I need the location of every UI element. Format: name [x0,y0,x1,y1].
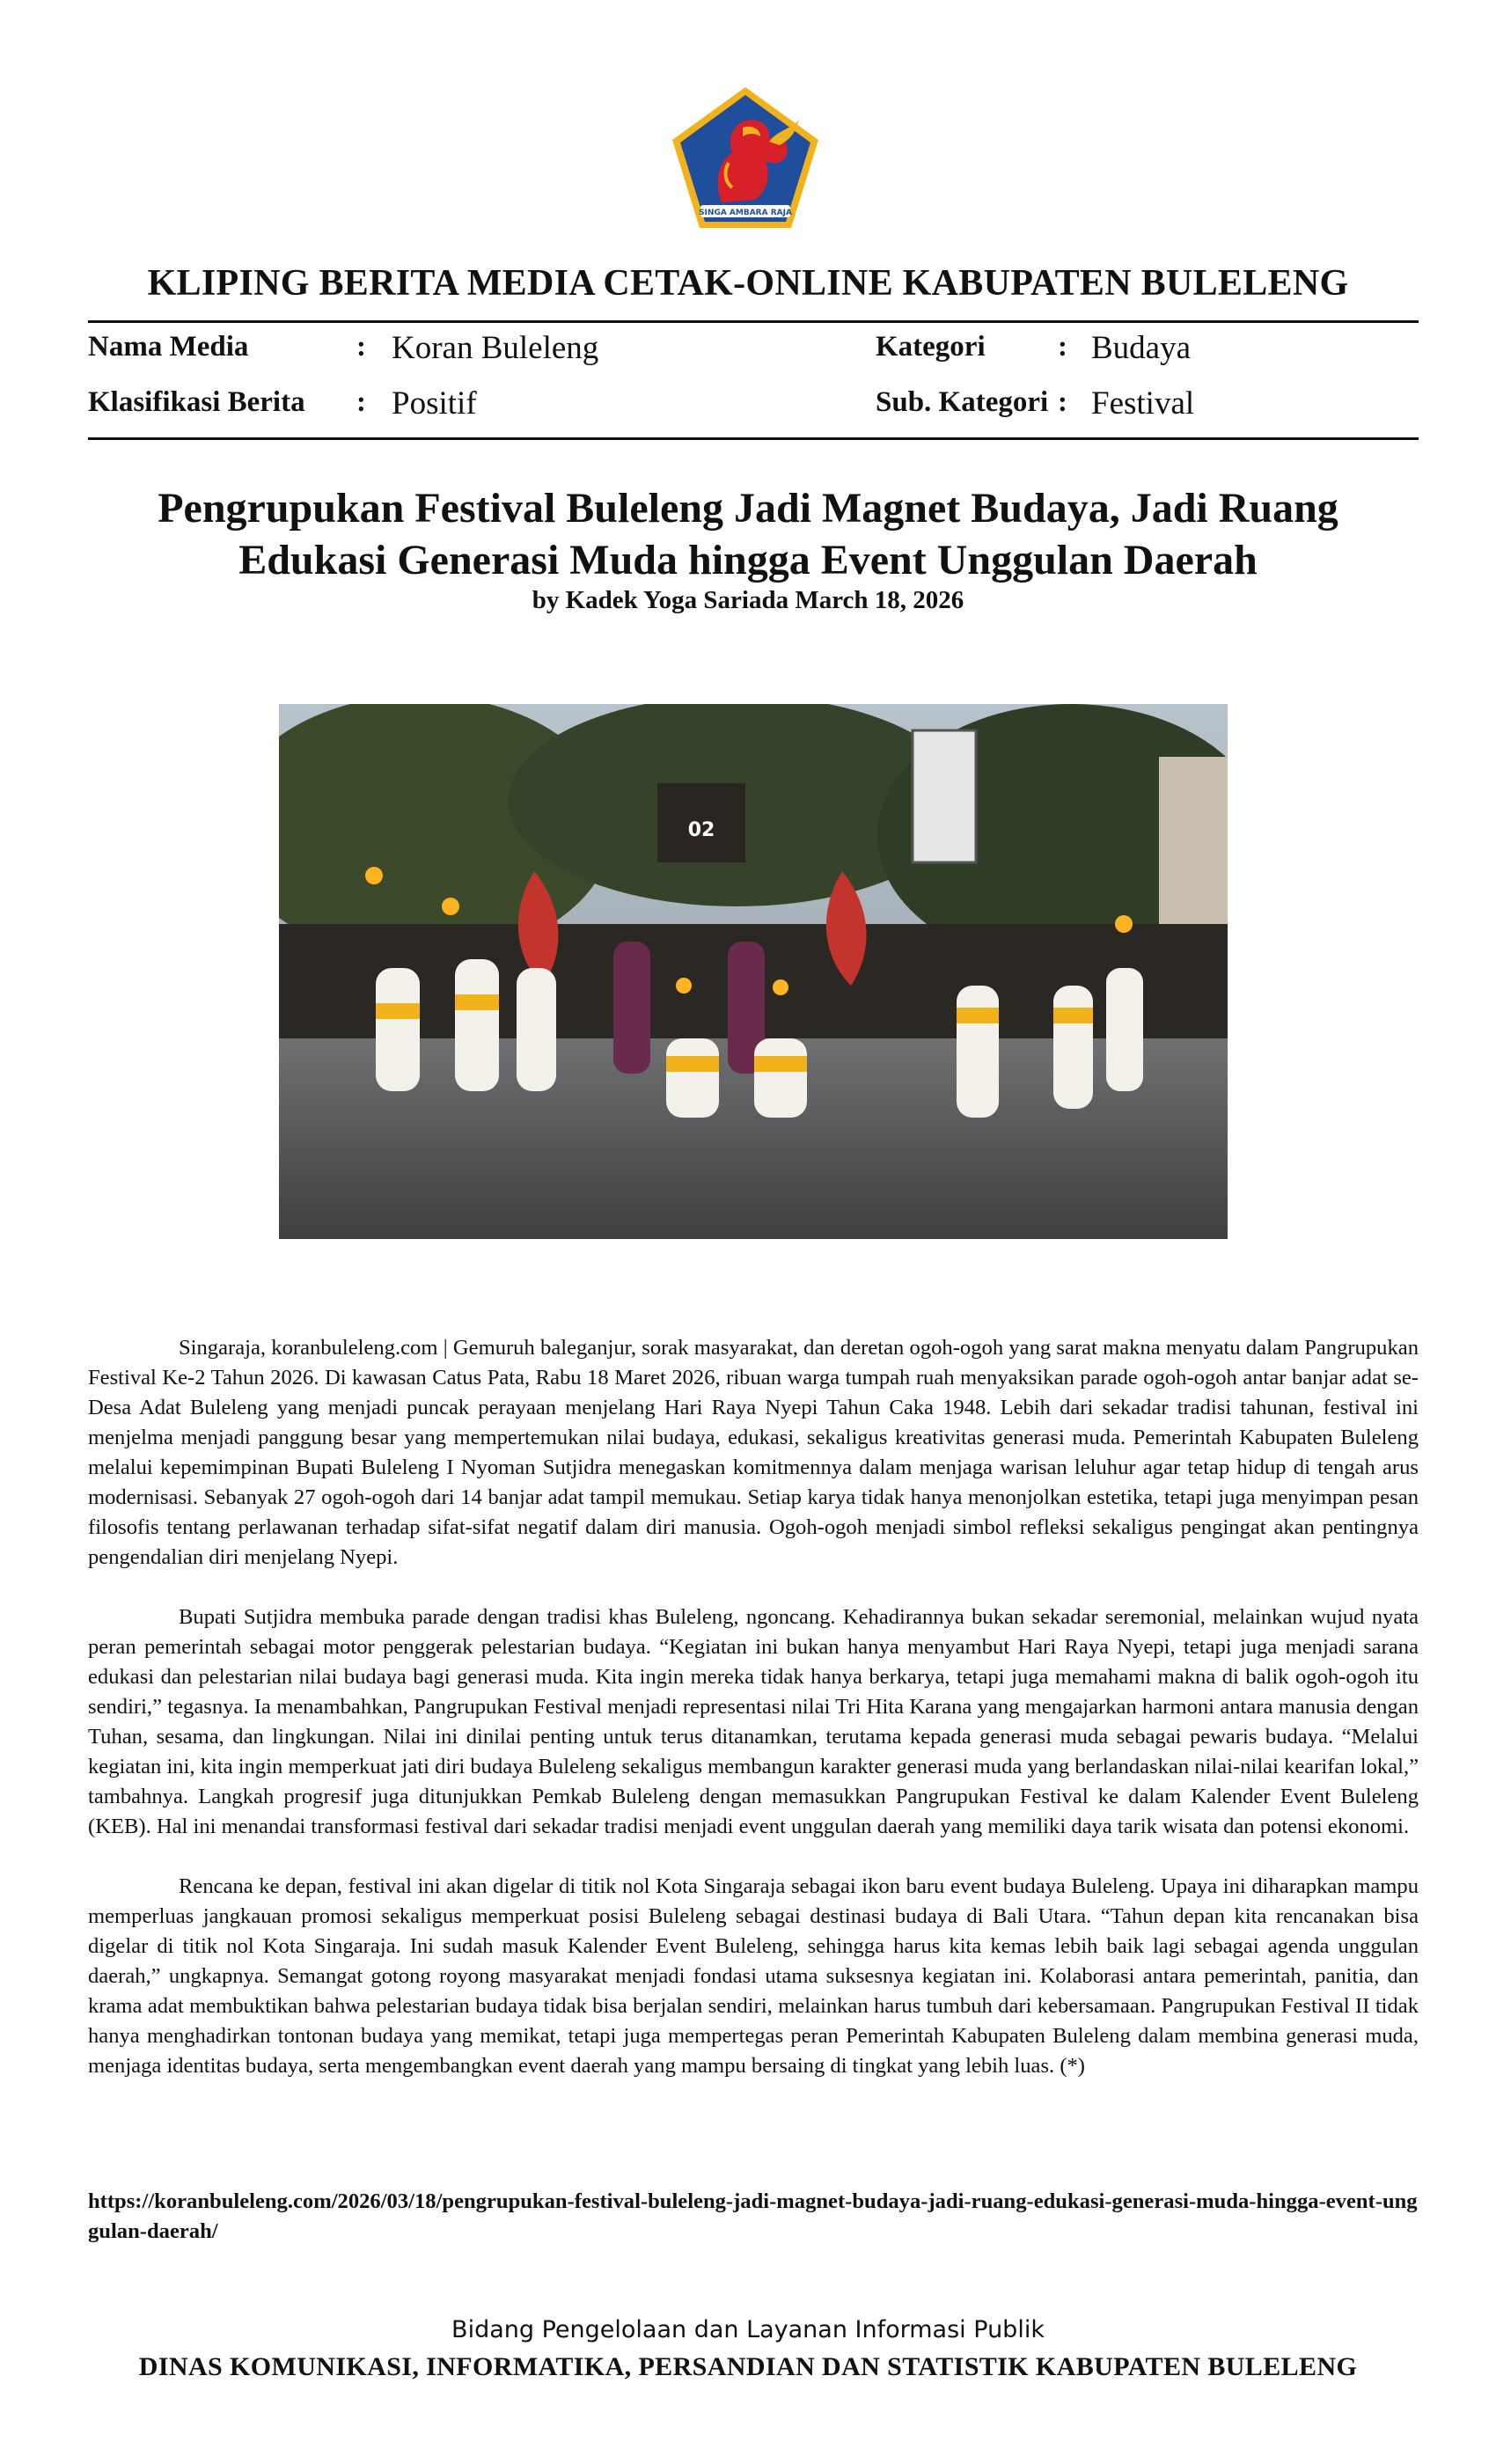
meta-sub-kategori-value: Festival [1091,385,1195,422]
festival-parade-photo [279,704,1228,1239]
footer-division: Bidang Pengelolaan dan Layanan Informasi Publik [451,2316,1045,2343]
article-body [88,1333,1419,2111]
meta-nama-media-value: Koran Buleleng [392,330,599,366]
article-title: Pengrupukan Festival Buleleng Jadi Magnet Budaya, Jadi Ruang Edukasi Generasi Muda hingga Event Unggulan Daerah [158,485,1338,583]
meta-nama-media-colon: : [356,331,366,363]
meta-klasifikasi-value: Positif [392,385,477,422]
article-paragraph-1: Singaraja, koranbuleleng.com | Gemuruh baleganjur, sorak masyarakat, dan deretan ogoh-ogoh yang sarat makna menyatu dalam Pangrupukan Festival Ke-2 Tahun 2026. Di kawasan Catus Pata, Rabu 18 Maret 2026, ribuan warga tumpah ruah menyaksikan parade ogoh-ogoh antar banjar adat se-Desa Adat Buleleng yang menjadi puncak perayaan menjelang Hari Raya Nyepi Tahun Caka 1948. Lebih dari sekadar tradisi tahunan, festival ini menjelma menjadi panggung besar yang mempertemukan nilai budaya, edukasi, sekaligus kreativitas generasi muda. Pemerintah Kabupaten Buleleng melalui kepemimpinan Bupati Buleleng I Nyoman Sutjidra menegaskan komitmennya dalam menjaga warisan leluhur agar tetap hidup di tengah arus modernisasi. Sebanyak 27 ogoh-ogoh dari 14 banjar adat tampil memukau. Setiap karya tidak hanya menonjolkan estetika, tetapi juga menyimpan pesan filosofis tentang perlawanan terhadap sifat-sifat negatif dalam diri manusia. Ogoh-ogoh menjadi simbol refleksi sekaligus pengingat akan pentingnya pengendalian diri menjelang Nyepi. [88,1336,1419,1569]
footer-agency: DINAS KOMUNIKASI, INFORMATIKA, PERSANDIAN DAN STATISTIK KABUPATEN BULELENG [138,2352,1358,2381]
article-byline: by Kadek Yoga Sariada March 18, 2026 [532,586,964,614]
meta-kategori-colon: : [1058,331,1067,363]
meta-klasifikasi-colon: : [356,386,366,418]
header-rule-top [88,320,1419,323]
page-title: KLIPING BERITA MEDIA CETAK-ONLINE KABUPATEN BULELENG [147,263,1349,304]
header-rule-bottom [88,437,1419,440]
meta-klasifikasi-label: Klasifikasi Berita [88,386,305,418]
meta-kategori-value: Budaya [1091,330,1192,366]
meta-sub-kategori-colon: : [1058,386,1067,418]
source-url[interactable]: https://koranbuleleng.com/2026/03/18/pengrupukan-festival-buleleng-jadi-magnet-budaya-jadi-ruang-edukasi-generasi-muda-hingga-event-unggulan-daerah/ [88,2189,1418,2243]
singa-ambara-raja-crest-icon [667,84,824,233]
crest-motto: SINGA AMBARA RAJA [699,209,792,217]
parade-banner-number: 02 [687,819,715,841]
meta-sub-kategori-label: Sub. Kategori [876,386,1049,418]
meta-kategori-label: Kategori [876,331,986,363]
article-photo [279,704,1228,1239]
meta-nama-media-label: Nama Media [88,331,249,363]
regency-crest-logo [667,84,824,233]
article-paragraph-3: Rencana ke depan, festival ini akan digelar di titik nol Kota Singaraja sebagai ikon baru event budaya Buleleng. Upaya ini diharapkan mampu memperluas jangkauan promosi sekaligus memperkuat posisi Buleleng sebagai destinasi budaya di Bali Utara. “Tahun depan kita rencanakan bisa digelar di titik nol Kota Singaraja. Ini sudah masuk Kalender Event Buleleng, sehingga harus kita kemas lebih baik lagi sebagai agenda unggulan daerah,” ungkapnya. Semangat gotong royong masyarakat menjadi fondasi utama suksesnya kegiatan ini. Kolaborasi antara pemerintah, panitia, dan krama adat membuktikan bahwa pelestarian budaya tidak bisa berjalan sendiri, melainkan harus tumbuh dari kebersamaan. Pangrupukan Festival II tidak hanya menghadirkan tontonan budaya yang memikat, tetapi juga mempertegas peran Pemerintah Kabupaten Buleleng dalam membina generasi muda, menjaga identitas budaya, serta mengembangkan event daerah yang mampu bersaing di tingkat yang lebih luas. (*) [88,1874,1419,2078]
article-paragraph-2: Bupati Sutjidra membuka parade dengan tradisi khas Buleleng, ngoncang. Kehadirannya bukan sekadar seremonial, melainkan wujud nyata peran pemerintah sebagai motor penggerak pelestarian budaya. “Kegiatan ini bukan hanya menyambut Hari Raya Nyepi, tetapi juga menjadi sarana edukasi dan pelestarian nilai budaya bagi generasi muda. Kita ingin mereka tidak hanya berkarya, tetapi juga memahami makna di balik ogoh-ogoh itu sendiri,” tegasnya. Ia menambahkan, Pangrupukan Festival menjadi representasi nilai Tri Hita Karana yang mengajarkan harmoni antara manusia dengan Tuhan, sesama, dan lingkungan. Nilai ini dinilai penting untuk terus ditanamkan, terutama kepada generasi muda sebagai pewaris budaya. “Melalui kegiatan ini, kita ingin memperkuat jati diri budaya Buleleng sekaligus membangun karakter generasi muda yang berlandaskan nilai-nilai kearifan lokal,” tambahnya. Langkah progresif juga ditunjukkan Pemkab Buleleng dengan memasukkan Pangrupukan Festival ke dalam Kalender Event Buleleng (KEB). Hal ini menandai transformasi festival dari sekadar tradisi menjadi event unggulan daerah yang memiliki daya tarik wisata dan potensi ekonomi. [88,1605,1419,1838]
